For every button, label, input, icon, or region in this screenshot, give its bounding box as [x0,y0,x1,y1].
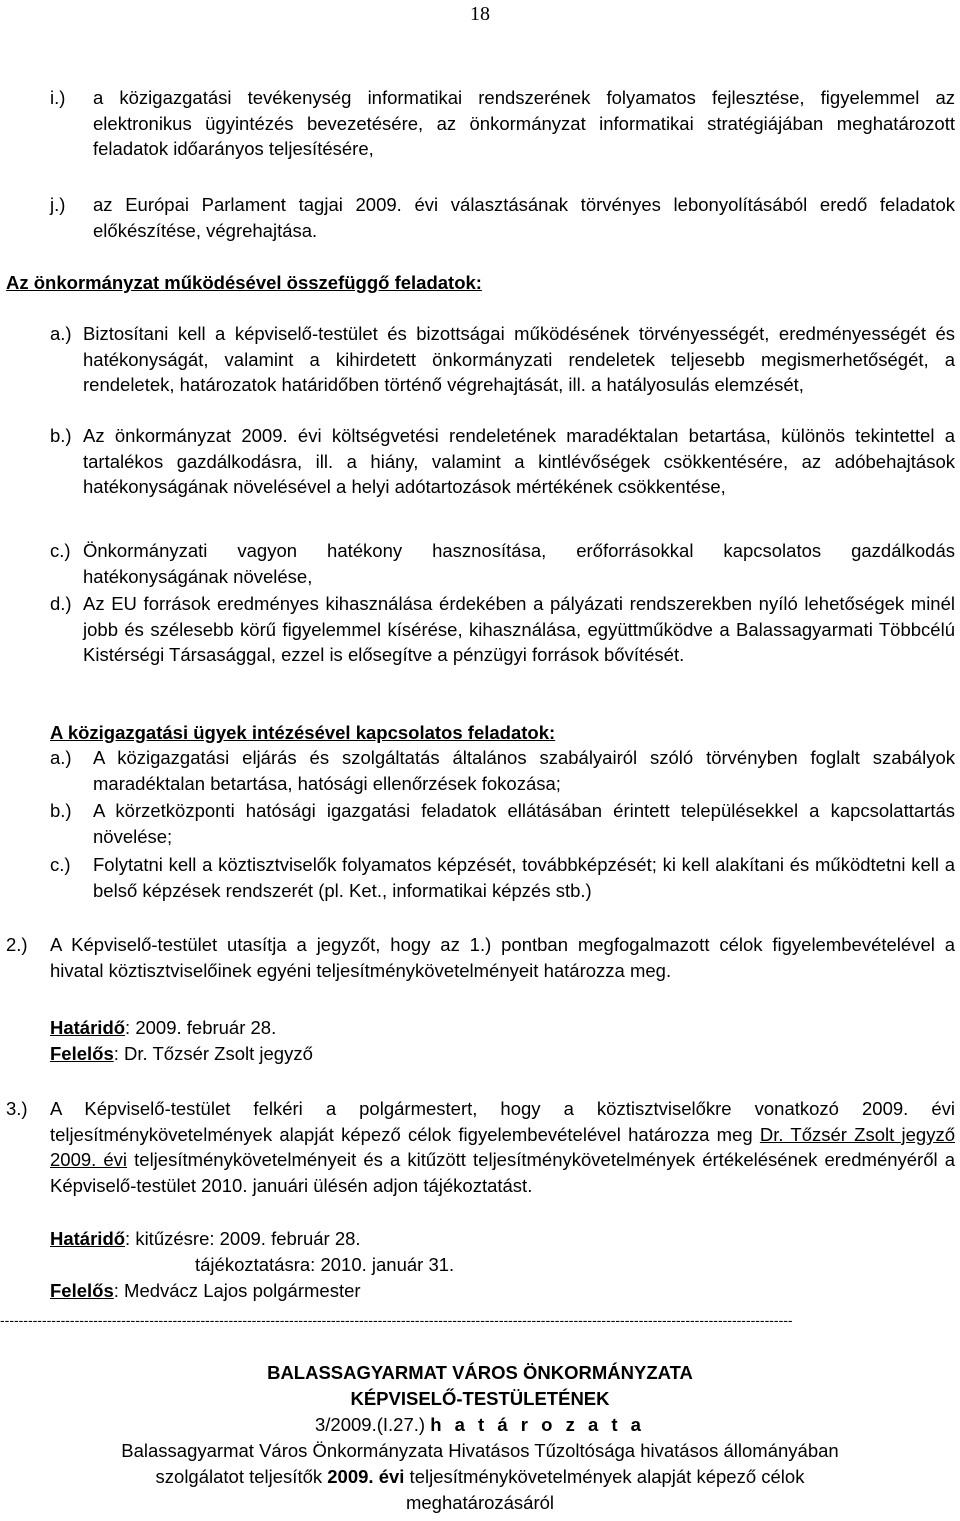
resolution-number-line [0,1412,960,1438]
point3-deadline-2: tájékoztatásra: 2010. január 31. [195,1254,455,1275]
item-label: b.) [50,425,72,446]
item-text: Az EU források eredményes kihasználása érdekében a pályázati rendszerekben nyíló lehetőségek minél jobb és szélesebb körű figyelemmel kísérése, kihasználása, együttműködve a Balassagyarmati Többcélú Kistérségi Társasággal, ezzel is elősegítve a pénzügyi források bővítését. [83,593,955,665]
title-part: teljesítménykövetelmények alapját képező célok [404,1466,805,1487]
deadline-value: : 2009. február 28. [125,1017,277,1038]
resolution-number: 3/2009.(I.27.) [315,1414,426,1435]
responsible-value: : Medvácz Lajos polgármester [113,1280,361,1301]
page-number: 18 [470,3,490,25]
item-label: b.) [50,800,72,821]
point2-responsible [50,1041,313,1067]
item-label: c.) [50,540,71,561]
item-text: az Európai Parlament tagjai 2009. évi választásának törvényes lebonyolításából eredő feladatok előkészítése, végrehajtása. [93,194,955,241]
title-part: szolgálatot teljesítők [155,1466,328,1487]
item-text: A körzetközponti hatósági igazgatási feladatok ellátásában érintett településekkel a kapcsolattartás növelése; [93,800,955,847]
item-label: c.) [50,854,71,875]
resolution-body-subtitle: KÉPVISELŐ-TESTÜLETÉNEK [350,1388,610,1409]
resolution-title-line1: Balassagyarmat Város Önkormányzata Hivatásos Tűzoltósága hivatásos állományában [121,1440,839,1461]
point3-responsible [50,1278,361,1304]
point3-text-before: A Képviselő-testület felkéri a polgármestert, hogy a köztisztviselőkre vonatkozó 2009. évi teljesítménykövetelmények alapját képező célok figyelembevételével határozza meg [50,1098,955,1145]
point3-text-after: teljesítménykövetelményeit és a kitűzött teljesítménykövetelmények értékelésének eredményéről a Képviselő-testület 2010. januári ülésén adjon tájékoztatást. [50,1149,955,1196]
section1-item-a [50,321,955,398]
resolution-word: h a t á r o z a t a [430,1414,645,1435]
resolution-body-title: BALASSAGYARMAT VÁROS ÖNKORMÁNYZATA [267,1362,693,1383]
list-item-j [50,192,955,243]
point2-label: 2.) [6,934,28,955]
item-text: Folytatni kell a köztisztviselők folyamatos képzését, továbbképzését; ki kell alakítani és működtetni kell a belső képzések rendszerét (pl. Ket., informatikai képzés stb.) [93,854,955,901]
responsible-value: : Dr. Tőzsér Zsolt jegyző [113,1043,313,1064]
point3-text-underlined: Dr. Tőzsér Zsolt jegyző 2009. évi [50,1123,955,1170]
deadline-label: Határidő [50,1017,126,1038]
deadline-value: : kitűzésre: 2009. február 28. [125,1228,361,1249]
section1-item-b [50,423,955,500]
item-label: j.) [50,194,66,215]
point3-label: 3.) [6,1098,28,1119]
section1-item-d [50,591,955,668]
responsible-label: Felelős [50,1280,114,1301]
item-text: Önkormányzati vagyon hatékony hasznosítása, erőforrásokkal kapcsolatos gazdálkodás hatékonyságának növelése, [83,540,955,587]
point2-text: A Képviselő-testület utasítja a jegyzőt, hogy az 1.) pontban megfogalmazott célok figyelembevételével a hivatal köztisztviselőinek egyéni teljesítménykövetelményeit határozza meg. [50,934,955,981]
responsible-label: Felelős [50,1043,114,1064]
section2-item-c [50,852,955,903]
resolution-title-line2 [0,1464,960,1490]
list-item-i [50,85,955,162]
dashed-divider: -------------------------------------------------------------------------------------------------------------------------------------------------------------------------- [0,1312,793,1328]
title-part-bold: 2009. évi [327,1466,405,1487]
section2-item-b [50,798,955,849]
item-label: d.) [50,593,72,614]
deadline-label: Határidő [50,1228,126,1249]
point2-deadline [50,1015,276,1041]
item-text: A közigazgatási eljárás és szolgáltatás általános szabályairól szóló törvényben foglalt szabályok maradéktalan betartása, hatósági ellenőrzések fokozása; [93,747,955,794]
section1-item-c [50,538,955,589]
item-label: i.) [50,87,66,108]
item-label: a.) [50,747,72,768]
item-text: a közigazgatási tevékenység informatikai rendszerének folyamatos fejlesztése, figyelemmel az elektronikus ügyintézés bevezetésére, az önkormányzat informatikai stratégiájában meghatározott feladatok időarányos teljesítésére, [93,87,955,159]
item-label: a.) [50,323,72,344]
point3-deadline [50,1226,361,1252]
point3-text [50,1096,955,1198]
section2-item-a [50,745,955,796]
section-heading-administration: A közigazgatási ügyek intézésével kapcsolatos feladatok: [50,722,556,743]
section-heading-municipality: Az önkormányzat működésével összefüggő feladatok: [6,272,482,293]
item-text: Az önkormányzat 2009. évi költségvetési rendeletének maradéktalan betartása, különös tekintettel a tartalékos gazdálkodásra, ill. a hiány, valamint a kintlévőségek csökkentésére, az adóbehajtások hatékonyságának növelésével a helyi adótartozások mértékének csökkentése, [83,425,955,497]
resolution-title-line3: meghatározásáról [405,1492,555,1513]
item-text: Biztosítani kell a képviselő-testület és bizottságai működésének törvényességét, eredményességét és hatékonyságát, valamint a kihirdetett önkormányzati rendeletek teljesebb megismerhetőségét, a rendeletek, határozatok határidőben történő végrehajtását, ill. a hatályosulás elemzését, [83,323,955,395]
